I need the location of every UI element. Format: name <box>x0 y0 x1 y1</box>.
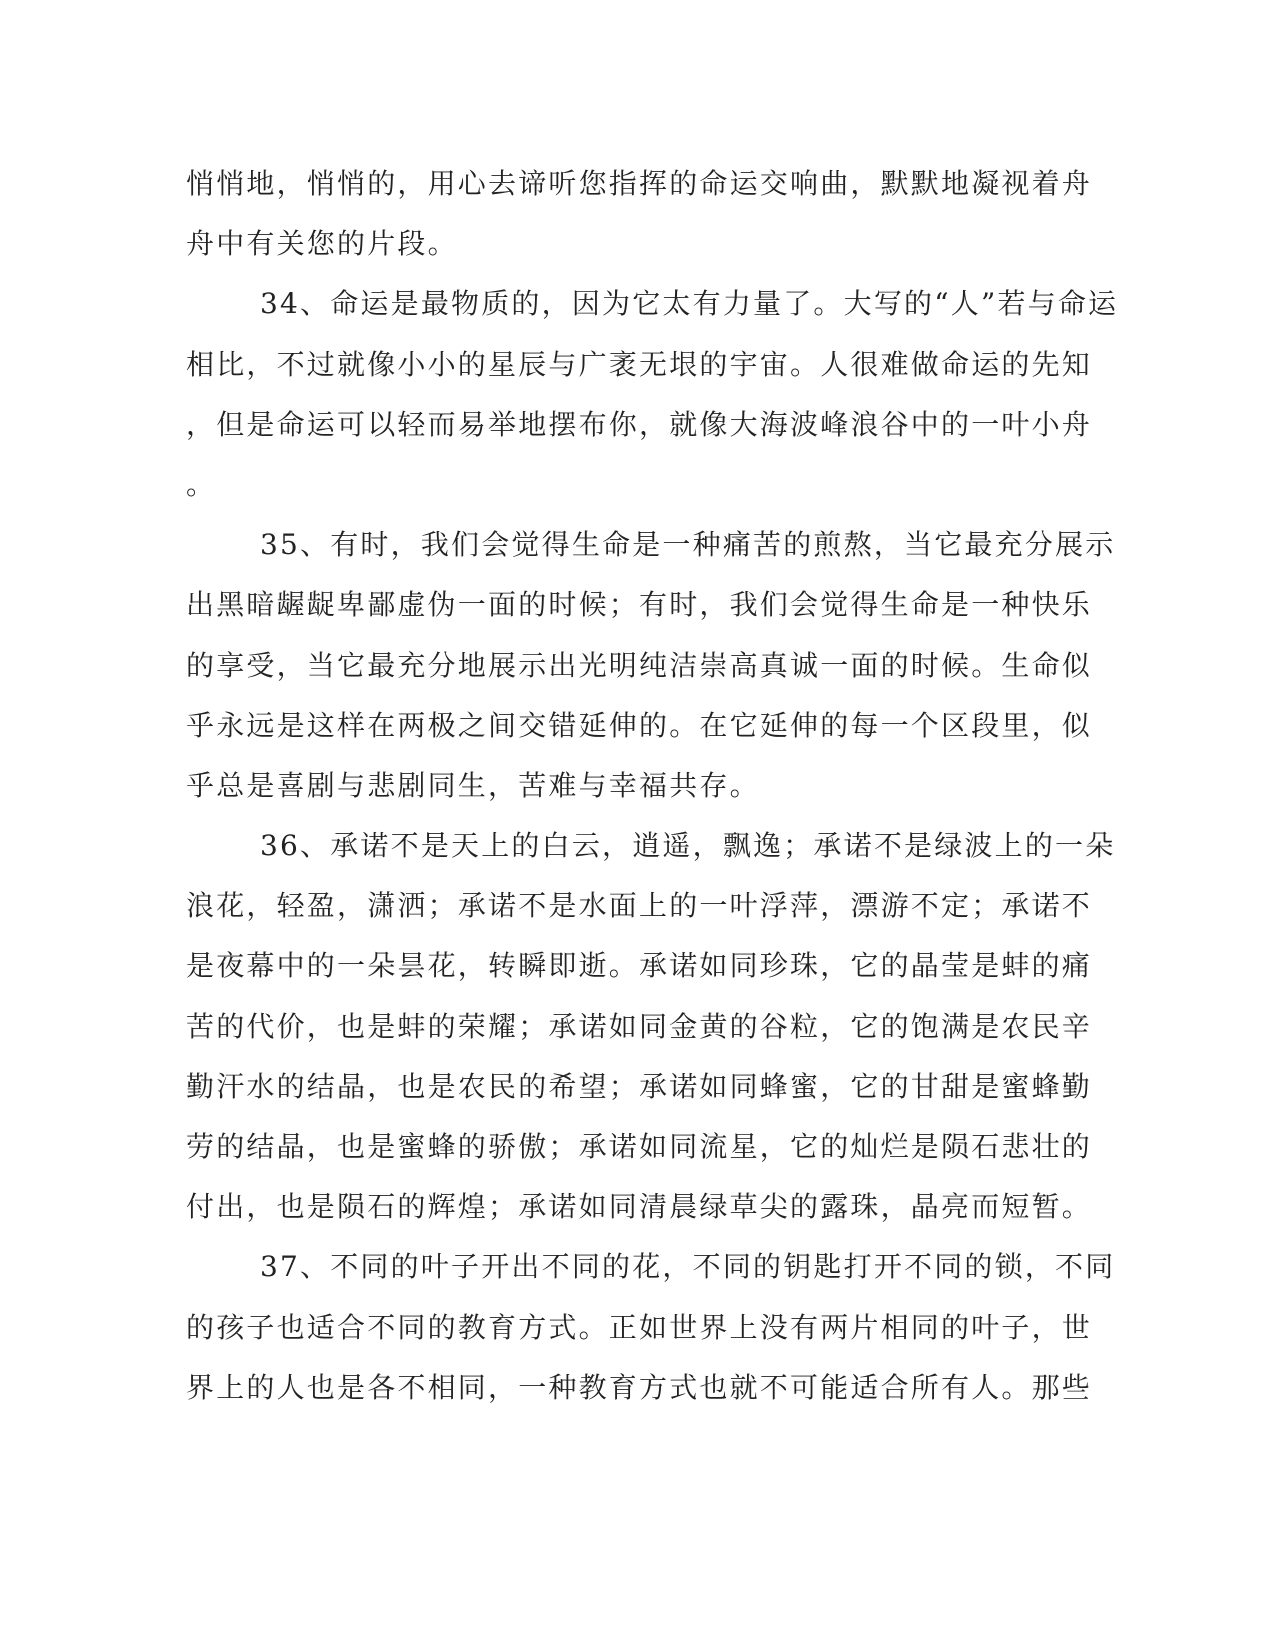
body-text <box>186 160 1119 1424</box>
paragraph-start-35: 35、有时，我们会觉得生命是一种痛苦的煎熬，当它最充分展示 <box>260 528 1116 562</box>
text-line: 出黑暗龌龊卑鄙虚伪一面的时候；有时，我们会觉得生命是一种快乐 <box>186 588 1093 622</box>
text-line: 劳的结晶，也是蜜蜂的骄傲；承诺如同流星，它的灿烂是陨石悲壮的 <box>186 1130 1093 1163</box>
text-line: 乎永远是这样在两极之间交错延伸的。在它延伸的每一个区段里，似 <box>186 708 1093 742</box>
text-line: ，但是命运可以轻而易举地摆布你，就像大海波峰浪谷中的一叶小舟 <box>186 407 1093 441</box>
text-line: 相比，不过就像小小的星辰与广袤无垠的宇宙。人很难做命运的先知 <box>186 347 1093 381</box>
paragraph-start-36: 36、承诺不是天上的白云，逍遥，飘逸；承诺不是绿波上的一朵 <box>260 829 1116 863</box>
text-line: 付出，也是陨石的辉煌；承诺如同清晨绿草尖的露珠，晶亮而短暂。 <box>186 1190 1093 1224</box>
text-line: 舟中有关您的片段。 <box>186 227 458 261</box>
paragraph-start-37: 37、不同的叶子开出不同的花，不同的钥匙打开不同的锁，不同 <box>260 1250 1116 1284</box>
text-line: 浪花，轻盈，潇洒；承诺不是水面上的一叶浮萍，漂游不定；承诺不 <box>186 889 1093 923</box>
text-line: 悄悄地，悄悄的，用心去谛听您指挥的命运交响曲，默默地凝视着舟 <box>186 167 1093 200</box>
text-line: 。 <box>186 467 217 501</box>
text-line: 的享受，当它最充分地展示出光明纯洁崇高真诚一面的时候。生命似 <box>186 648 1093 682</box>
text-line: 乎总是喜剧与悲剧同生，苦难与幸福共存。 <box>186 768 760 802</box>
text-line: 界上的人也是各不相同，一种教育方式也就不可能适合所有人。那些 <box>186 1370 1093 1404</box>
text-line: 勤汗水的结晶，也是农民的希望；承诺如同蜂蜜，它的甘甜是蜜蜂勤 <box>186 1069 1093 1103</box>
text-line: 的孩子也适合不同的教育方式。正如世界上没有两片相同的叶子，世 <box>186 1310 1093 1344</box>
paragraph-start-34: 34、命运是最物质的，因为它太有力量了。大写的“人”若与命运 <box>260 287 1119 321</box>
text-line: 是夜幕中的一朵昙花，转瞬即逝。承诺如同珍珠，它的晶莹是蚌的痛 <box>186 949 1093 983</box>
text-line: 苦的代价，也是蚌的荣耀；承诺如同金黄的谷粒，它的饱满是农民辛 <box>186 1009 1093 1043</box>
